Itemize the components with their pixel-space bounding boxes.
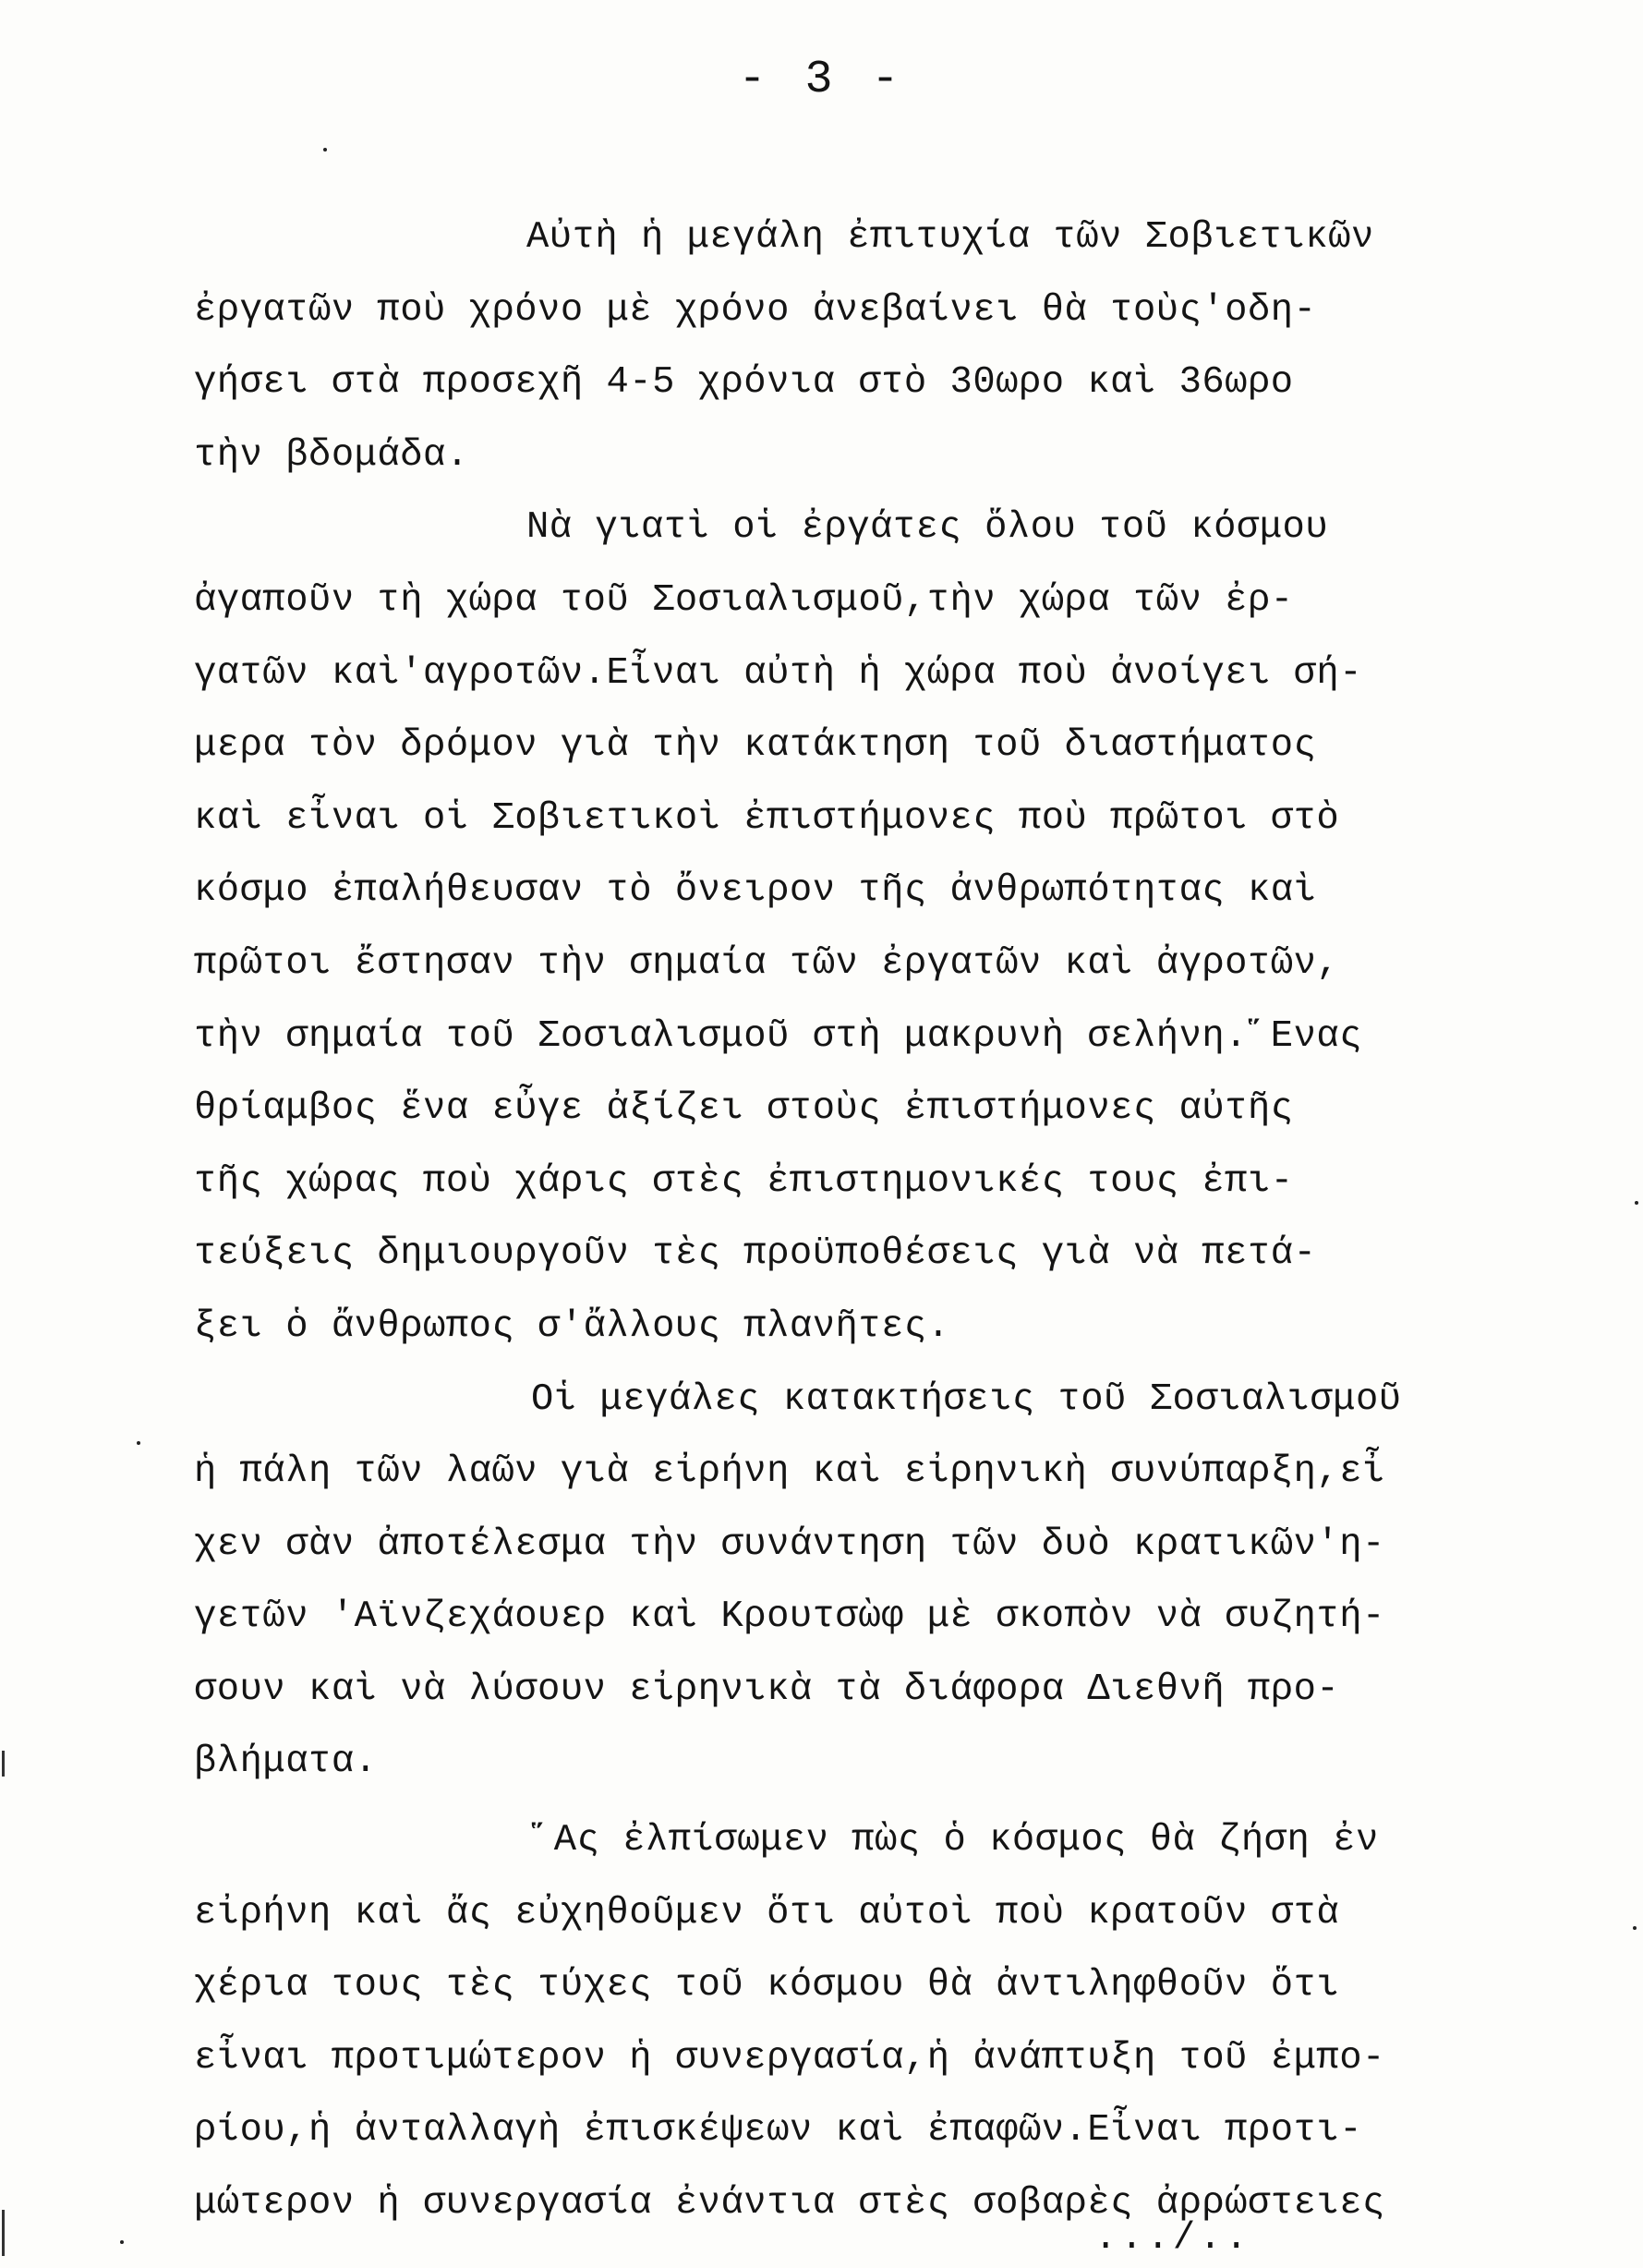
text-line: τὴν βδομάδα. xyxy=(194,433,469,477)
text-line: ἡ πάλη τῶν λαῶν γιὰ εἰρήνη καὶ εἰρηνικὴ συνύπαρξη,εἶ xyxy=(194,1450,1385,1494)
text-line: σουν καὶ νὰ λύσουν εἰρηνικὰ τὰ διάφορα Διεθνῆ προ- xyxy=(194,1668,1340,1711)
text-line: τεύξεις δημιουργοῦν τὲς προϋποθέσεις γιὰ νὰ πετά- xyxy=(194,1232,1317,1276)
scan-edge-mark xyxy=(2,2210,5,2256)
scan-speck xyxy=(1633,1926,1637,1930)
paragraph-2 xyxy=(194,491,1616,1363)
page-number: - 3 - xyxy=(738,54,905,106)
scan-edge-mark xyxy=(2,1751,5,1777)
text-line: ἐργατῶν ποὺ χρόνο μὲ χρόνο ἀνεβαίνει θὰ τοὺς'οδη- xyxy=(194,288,1317,332)
text-line: τῆς χώρας ποὺ χάρις στὲς ἐπιστημονικές τους ἐπι- xyxy=(194,1159,1294,1203)
text-line: γήσει στὰ προσεχῆ 4-5 χρόνια στὸ 30ωρο καὶ 36ωρο xyxy=(194,361,1294,405)
text-line: εἶναι προτιμώτερον ἡ συνεργασία,ἡ ἀνάπτυξη τοῦ ἐμπο- xyxy=(194,2036,1385,2080)
text-line: ξει ὁ ἄνθρωπος σ'ἄλλους πλανῆτες. xyxy=(194,1304,950,1348)
document-body xyxy=(194,201,1616,2240)
text-line: χέρια τους τὲς τύχες τοῦ κόσμου θὰ ἀντιληφθοῦν ὅτι xyxy=(194,1964,1340,2007)
text-line: ῞Ας ἐλπίσωμεν πὼς ὁ κόσμος θὰ ζήση ἐν xyxy=(531,1819,1379,1862)
text-line: Νὰ γιατὶ οἱ ἐργάτες ὅλου τοῦ κόσμου xyxy=(526,506,1329,550)
scan-speck xyxy=(137,1441,140,1445)
text-line: χεν σὰν ἀποτέλεσμα τὴν συνάντηση τῶν δυὸ κρατικῶν'η- xyxy=(194,1522,1385,1566)
text-line: βλήματα. xyxy=(194,1740,378,1784)
text-line: μερα τὸν δρόμον γιὰ τὴν κατάκτηση τοῦ διαστήματος xyxy=(194,724,1317,768)
scan-speck xyxy=(1635,1201,1638,1205)
text-line: καὶ εἶναι οἱ Σοβιετικοὶ ἐπιστήμονες ποὺ πρῶτοι στὸ xyxy=(194,796,1340,840)
scan-speck xyxy=(120,2240,124,2244)
text-line: μώτερον ἡ συνεργασία ἐνάντια στὲς σοβαρὲς ἀρρώστειες xyxy=(194,2182,1385,2226)
paragraph-4 xyxy=(194,1804,1616,2240)
text-line: γατῶν καὶ'αγροτῶν.Εἶναι αὐτὴ ἡ χώρα ποὺ ἀνοίγει σή- xyxy=(194,651,1363,695)
text-line: θρίαμβος ἕνα εὖγε ἀξίζει στοὺς ἐπιστήμονες αὐτῆς xyxy=(194,1087,1294,1131)
text-line: Οἱ μεγάλες κατακτήσεις τοῦ Σοσιαλισμοῦ xyxy=(531,1377,1402,1421)
text-line: γετῶν 'Αϊνζεχάουερ καὶ Κρουτσὼφ μὲ σκοπὸν νὰ συζητή- xyxy=(194,1595,1385,1639)
text-line: εἰρήνη καὶ ἄς εὐχηθοῦμεν ὅτι αὐτοὶ ποὺ κρατοῦν στὰ xyxy=(194,1891,1340,1934)
text-line: κόσμο ἐπαλήθευσαν τὸ ὄνειρον τῆς ἀνθρωπότητας καὶ xyxy=(194,869,1317,913)
text-line: Αὐτὴ ἡ μεγάλη ἐπιτυχία τῶν Σοβιετικῶν xyxy=(526,216,1374,259)
text-line: ἀγαποῦν τὴ χώρα τοῦ Σοσιαλισμοῦ,τὴν χώρα τῶν ἐρ- xyxy=(194,578,1294,622)
continuation-mark: .../.. xyxy=(1094,2217,1251,2260)
paragraph-1 xyxy=(194,201,1616,491)
paragraph-3 xyxy=(194,1364,1616,1800)
text-line: τὴν σημαία τοῦ Σοσιαλισμοῦ στὴ μακρυνὴ σελήνη.῞Ενας xyxy=(194,1014,1363,1058)
text-line: πρῶτοι ἔστησαν τὴν σημαία τῶν ἐργατῶν καὶ ἀγροτῶν, xyxy=(194,941,1340,985)
text-line: ρίου,ἡ ἀνταλλαγὴ ἐπισκέψεων καὶ ἐπαφῶν.Εἶναι προτι- xyxy=(194,2109,1363,2153)
scan-speck xyxy=(323,148,327,152)
